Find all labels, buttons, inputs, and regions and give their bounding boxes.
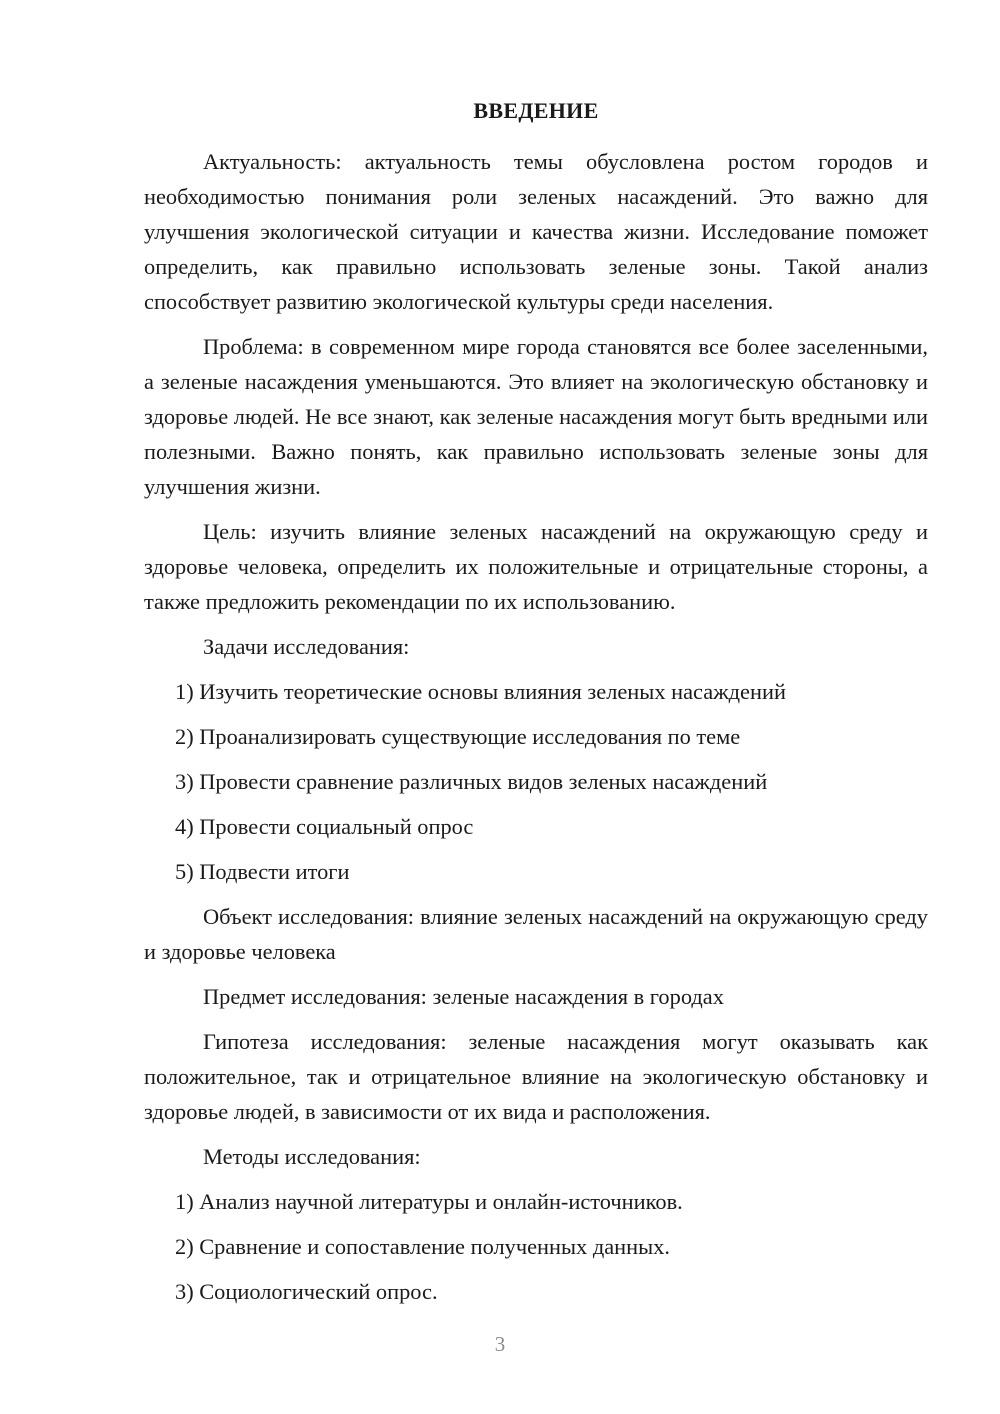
task-item: 5) Подвести итоги	[175, 859, 350, 884]
object-paragraph: Объект исследования: влияние зеленых насаждений на окружающую среду и здоровье человека	[144, 904, 928, 964]
methods-heading: Методы исследования:	[203, 1144, 421, 1169]
relevance-paragraph: Актуальность: актуальность темы обусловлена ростом городов и необходимостью понимания роли зеленых насаждений. Это важно для улучшения экологической ситуации и качества жизни. Исследование поможет определить, как правильно использовать зеленые зоны. Такой анализ способствует развитию экологической культуры среди населения.	[144, 149, 928, 314]
tasks-heading: Задачи исследования:	[203, 634, 410, 659]
task-item: 4) Провести социальный опрос	[175, 814, 474, 839]
document-page	[144, 96, 928, 1319]
method-item: 1) Анализ научной литературы и онлайн-источников.	[175, 1189, 683, 1214]
hypothesis-paragraph: Гипотеза исследования: зеленые насаждения могут оказывать как положительное, так и отрицательное влияние на экологическую обстановку и здоровье людей, в зависимости от их вида и расположения.	[144, 1029, 928, 1124]
task-item: 1) Изучить теоретические основы влияния зеленых насаждений	[175, 679, 786, 704]
method-item: 2) Сравнение и сопоставление полученных данных.	[175, 1234, 670, 1259]
page-number: 3	[494, 1332, 506, 1356]
subject-paragraph: Предмет исследования: зеленые насаждения в городах	[203, 984, 724, 1009]
goal-paragraph: Цель: изучить влияние зеленых насаждений на окружающую среду и здоровье человека, определить их положительные и отрицательные стороны, а также предложить рекомендации по их использованию.	[144, 519, 928, 614]
problem-paragraph: Проблема: в современном мире города становятся все более заселенными, а зеленые насаждения уменьшаются. Это влияет на экологическую обстановку и здоровье людей. Не все знают, как зеленые насаждения могут быть вредными или полезными. Важно понять, как правильно использовать зеленые зоны для улучшения жизни.	[144, 334, 928, 499]
method-item: 3) Социологический опрос.	[175, 1279, 438, 1304]
task-item: 3) Провести сравнение различных видов зеленых насаждений	[175, 769, 768, 794]
document-title: ВВЕДЕНИЕ	[473, 98, 599, 123]
task-item: 2) Проанализировать существующие исследования по теме	[175, 724, 741, 749]
